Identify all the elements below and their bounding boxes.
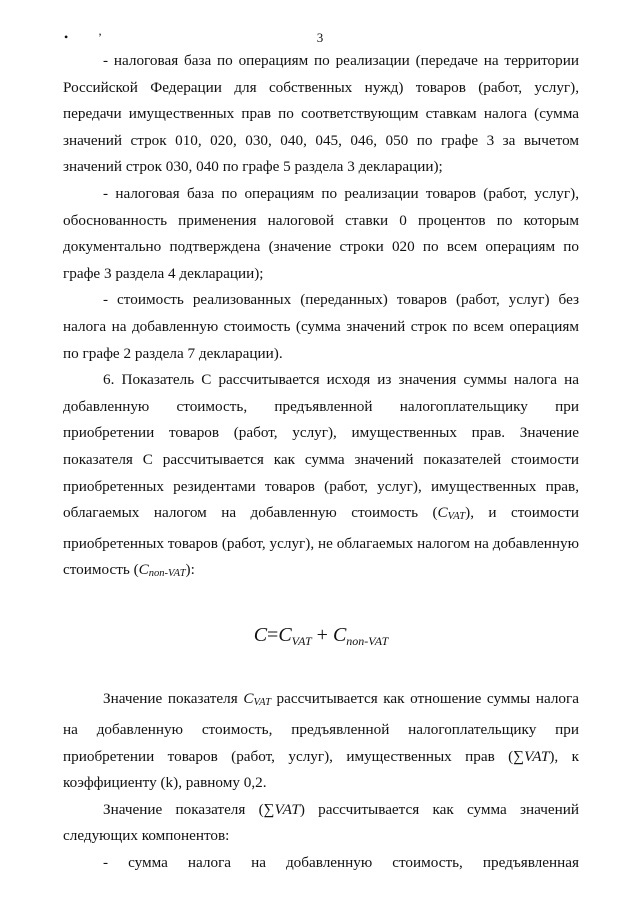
paragraph: - налоговая база по операциям по реализации (передаче на территории Российской Федерации для собственных нужд) товаров (работ, услуг), передачи имущественных прав по соответствующим ставкам налога (сумма значений строк 010, 020, 030, 040, 045, 046, 050 по графе 3 за вычетом значений строк 030, 040 по графе 5 раздела 3 декларации);	[63, 52, 579, 176]
symbol-c-vat: CVAT	[437, 504, 466, 523]
scan-mark: ’	[98, 30, 102, 44]
paragraph: Значение показателя (∑VAT) рассчитывается как сумма значений следующих компонентов:	[63, 800, 580, 845]
scan-mark: •	[64, 30, 69, 44]
paragraph-first-line: - сумма налога на добавленную стоимость, предъявленная	[103, 854, 579, 872]
page-number: 3	[316, 30, 324, 45]
document-body	[63, 48, 579, 877]
paragraph: - налоговая база по операциям по реализации товаров (работ, услуг), обоснованность применения налоговой ставки 0 процентов по которым документально подтверждена (значение строки 020 по всем операциям по графе 3 раздела 4 декларации);	[63, 184, 579, 282]
paragraph: - стоимость реализованных (переданных) товаров (работ, услуг) без налога на добавленную стоимость (сумма значений строк по всем операциям по графе 2 раздела 7 декларации).	[63, 291, 579, 362]
formula: $C=C_{VAT} + C_{non-VAT}$	[253, 623, 389, 648]
sigma-symbol: ∑	[513, 747, 525, 765]
symbol-c-vat: CVAT	[243, 690, 271, 709]
paragraph: Значение показателя CVAT рассчитывается как отношение суммы налога на добавленную стоимость, предъявленной налогоплательщику при приобретении товаров (работ, услуг), имущественных прав (∑VAT), к коэффициенту (k), равному 0,2.	[63, 690, 580, 792]
symbol-c-non-vat: Cnon-VAT	[138, 561, 186, 580]
paragraph: 6. Показатель С рассчитывается исходя из значения суммы налога на добавленную стоимость, предъявленной налогоплательщику при приобретении товаров (работ, услуг), имущественных прав. Значение показателя С рассчитывается как сумма значений показателей стоимости приобретенных резидентами товаров (работ, услуг), имущественных прав, облагаемых налогом на добавленную стоимость (CVAT), и стоимости приобретенных товаров (работ, услуг), не облагаемых налогом на добавленную стоимость (Cnon-VAT):	[63, 371, 579, 580]
sigma-symbol: ∑	[263, 800, 275, 818]
